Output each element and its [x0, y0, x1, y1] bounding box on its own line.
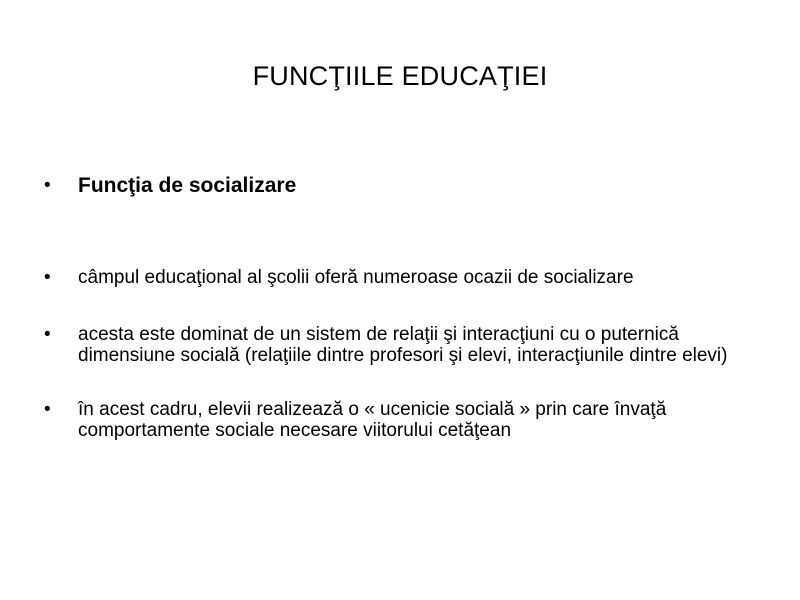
bullet-text: câmpul educaţional al şcolii oferă numeroase ocazii de socializare	[78, 267, 634, 288]
bullet-dot-icon: •	[44, 267, 51, 288]
bullet-text: în acest cadru, elevii realizează o « ucenicie socială » prin care învaţă comportamente sociale necesare viitorului cetăţean	[78, 399, 667, 441]
bullet-list	[44, 172, 764, 441]
bullet-dot-icon: •	[44, 324, 51, 345]
bullet-text: Funcţia de socializare	[78, 174, 297, 197]
bullet-dot-icon: •	[44, 175, 51, 196]
bullet-item-heading	[44, 172, 764, 200]
bullet-item	[44, 267, 764, 288]
bullet-text: acesta este dominat de un sistem de relaţii şi interacţiuni cu o puternică dimensiune socială (relaţiile dintre profesori şi elevi, interacţiunile dintre elevi)	[78, 324, 728, 366]
bullet-item	[44, 324, 764, 366]
slide-title: FUNCŢIILE EDUCAŢIEI	[252, 61, 548, 91]
bullet-dot-icon: •	[44, 399, 51, 420]
bullet-item	[44, 399, 764, 441]
